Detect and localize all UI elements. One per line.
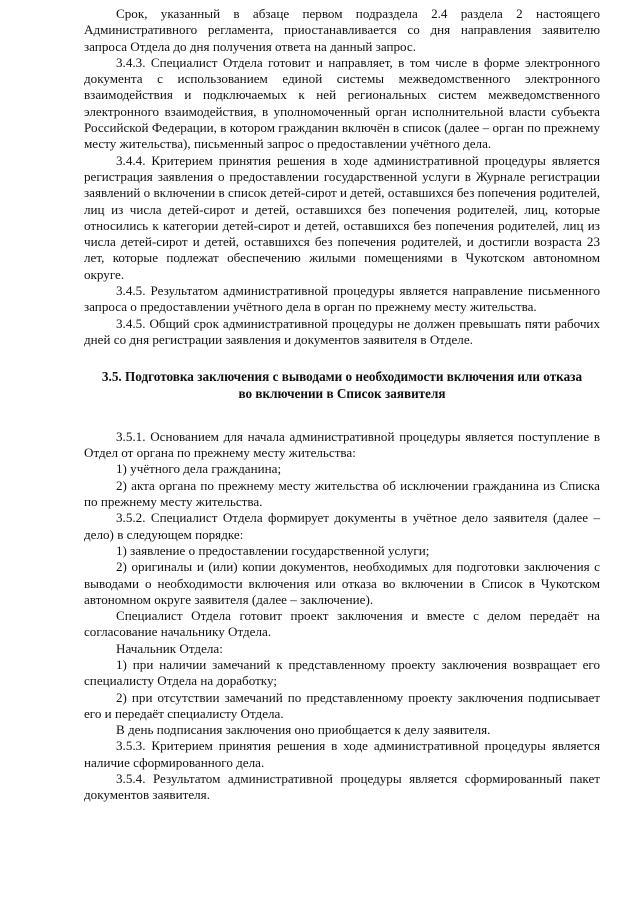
list-item-application: 1) заявление о предоставлении государственной услуги; (116, 542, 430, 558)
paragraph-3-4-5-term: 3.4.5. Общий срок административной процедуры не должен превышать пяти рабочих дней со дня регистрации заявления и документов заявителя в Отделе. (84, 315, 600, 347)
list-item-originals-copies: 2) оригиналы и (или) копии документов, необходимых для подготовки заключения с выводами о необходимости включения или отказа во включении в Список в Чукотском автономном округе заявителя (далее – заключение). (84, 559, 600, 607)
list-item-no-remarks-sign: 2) при отсутствии замечаний по представленному проекту заключения подписывает его и передаёт специалисту Отдела. (84, 689, 600, 721)
paragraph-3-5-4: 3.5.4. Результатом административной процедуры является сформированный пакет документов заявителя. (84, 771, 600, 803)
paragraph-3-5-1: 3.5.1. Основанием для начала административной процедуры является поступление в Отдел от органа по прежнему месту жительства: (84, 428, 600, 461)
paragraph-signing-day: В день подписания заключения оно приобщается к делу заявителя. (116, 722, 491, 738)
paragraph-head-of-department: Начальник Отдела: (116, 640, 223, 656)
paragraph-suspension-term: Срок, указанный в абзаце первом подраздела 2.4 раздела 2 настоящего Административного регламента, приостанавливается со дня направления заявителю запроса Отдела до дня получения ответа на данный запрос. (84, 6, 600, 54)
list-item-exclusion-act: 2) акта органа по прежнему месту жительства об исключении гражданина из Списка по прежнему месту жительства. (84, 477, 600, 510)
paragraph-draft-conclusion: Специалист Отдела готовит проект заключения и вместе с делом передаёт на согласование начальнику Отдела. (84, 608, 600, 640)
paragraph-3-5-3: 3.5.3. Критерием принятия решения в ходе административной процедуры является наличие сформированного дела. (84, 738, 600, 770)
list-item-remarks-return: 1) при наличии замечаний к представленному проекту заключения возвращает его специалисту Отдела на доработку; (84, 656, 600, 689)
paragraph-3-5-2: 3.5.2. Специалист Отдела формирует документы в учётное дело заявителя (далее – дело) в следующем порядке: (84, 510, 600, 542)
section-heading-line-2: во включении в Список заявителя (238, 385, 446, 401)
list-item-accounting-file: 1) учётного дела гражданина; (116, 461, 282, 477)
paragraph-3-4-5-result: 3.4.5. Результатом административной процедуры является направление письменного запроса о предоставлении учётного дела в орган по прежнему месту жительства. (84, 283, 600, 315)
section-heading-3-5 (84, 369, 600, 402)
paragraph-3-4-4: 3.4.4. Критерием принятия решения в ходе административной процедуры является регистрация заявления о предоставлении государственной услуги в Журнале регистрации заявлений о включении в список детей-сирот и детей, оставшихся без попечения родителей, лиц из числа детей-сирот и детей, оставшихся без попечения родителей, лиц, которые относились к категории детей-сирот и детей, оставшихся без попечения родителей, лиц из числа детей-сирот и детей, оставшихся без попечения родителей, и достигли возраста 23 лет, которые подлежат обеспечению жилыми помещениями в Чукотском автономном округе. (84, 152, 600, 282)
paragraph-3-4-3: 3.4.3. Специалист Отдела готовит и направляет, в том числе в форме электронного документа с использованием единой системы межведомственного электронного взаимодействия и подключаемых к ней региональных систем межведомственного электронного взаимодействия, в уполномоченный орган исполнительной власти субъекта Российской Федерации, в котором гражданин включён в список (далее – орган по прежнему месту жительства), письменный запрос о предоставлении учётного дела. (84, 54, 600, 152)
section-heading-line-1: 3.5. Подготовка заключения с выводами о необходимости включения или отказа (101, 369, 583, 385)
